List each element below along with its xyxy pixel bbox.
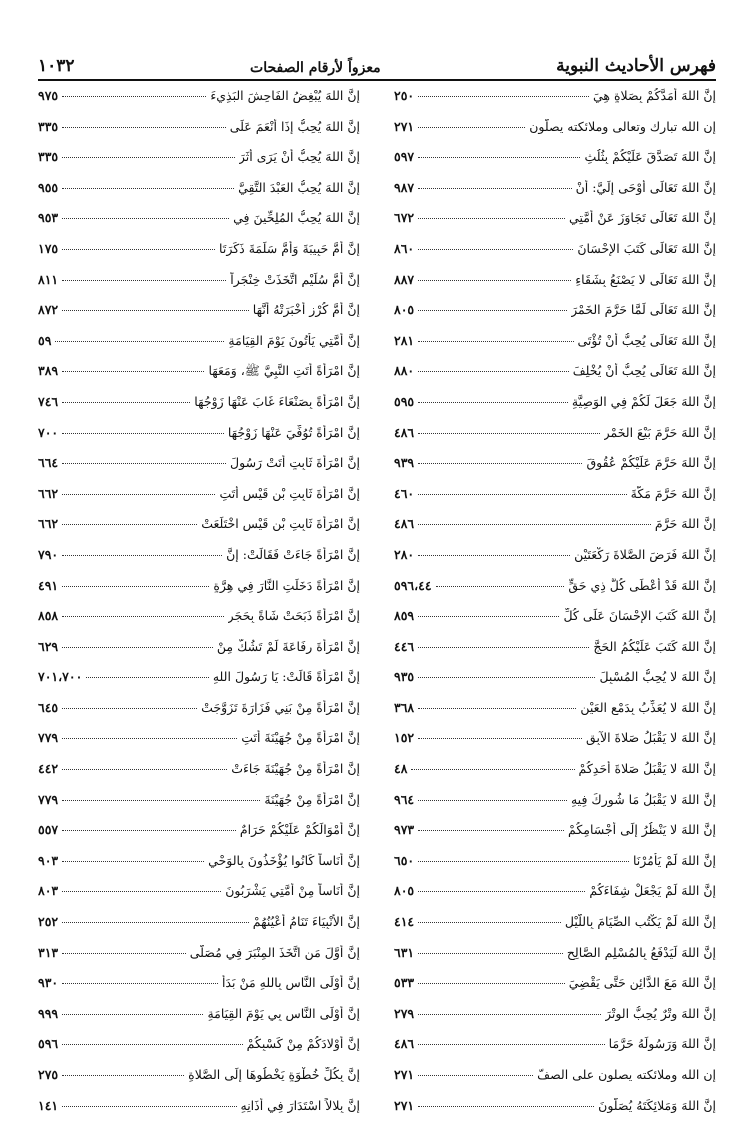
page-reference: ٨٠٣ xyxy=(38,883,59,899)
page-reference: ٩٣٠ xyxy=(38,975,59,991)
hadith-incipit: إنَّ اللهَ كَتَبَ عَلَيْكُمُ الحَجَّ xyxy=(593,638,716,654)
hadith-incipit: إنَّ أُنَاساً كَانُوا يُؤْخَذُونَ بِالوَحْيِ xyxy=(208,852,360,868)
page-reference: ١٤١ xyxy=(38,1097,59,1113)
index-entry xyxy=(394,149,716,180)
dot-leader xyxy=(62,1014,203,1015)
hadith-incipit: إنَّ امْرَأَةً تُوُفِّيَ عَنْهَا زَوْجُهَا xyxy=(227,424,360,440)
index-entry xyxy=(38,1098,360,1128)
page-reference: ٥٣٣ xyxy=(394,975,415,991)
index-entry xyxy=(394,272,716,303)
page-reference: ٣١٣ xyxy=(38,944,59,960)
hadith-incipit: إنَّ اللهَ أَمَدَّكُمْ بِصَلاةٍ هِيَ xyxy=(592,88,716,103)
hadith-incipit: إنَّ اللهَ وَرَسُولَهُ حَرَّمَا xyxy=(608,1036,716,1052)
hadith-incipit: إنَّ اللهَ لَمْ يَجْعَلْ شِفَاءَكُمْ xyxy=(589,883,716,899)
hadith-incipit: إنَّ اللهَ لا يُعَذِّبُ بِدَمْعِ العَيْنِ xyxy=(580,699,716,715)
index-entry xyxy=(394,363,716,394)
index-entry xyxy=(38,88,360,119)
dot-leader xyxy=(62,524,197,525)
index-entry xyxy=(38,516,360,547)
index-entry xyxy=(38,1006,360,1037)
dot-leader xyxy=(418,891,585,892)
index-entry xyxy=(38,149,360,180)
page-reference: ٩٧٥ xyxy=(38,88,59,103)
index-entry xyxy=(394,516,716,547)
hadith-incipit: إنَّ أُمَّ حَبِيبَةَ وَأُمَّ سَلَمَةَ ذَكَرَتَا xyxy=(219,240,360,256)
hadith-incipit: إنَّ امْرَأَةَ ثَابِتٍ أَتَتْ رَسُولَ xyxy=(230,455,360,471)
hadith-incipit: إنَّ امْرَأَةً دَخَلَتِ النَّارَ فِي هِرَّةٍ xyxy=(213,577,360,593)
index-entry xyxy=(394,333,716,364)
page-header xyxy=(38,50,716,76)
hadith-incipit: إن الله تبارك وتعالى وملائكته يصلُّون xyxy=(529,118,716,134)
dot-leader xyxy=(418,157,580,158)
index-entry xyxy=(38,119,360,150)
page-reference: ٢٨٠ xyxy=(394,546,415,562)
dot-leader xyxy=(411,769,574,770)
index-entry xyxy=(394,302,716,333)
index-entry xyxy=(38,883,360,914)
index-entry xyxy=(394,761,716,792)
index-entry xyxy=(38,792,360,823)
dot-leader xyxy=(62,891,221,892)
index-entry xyxy=(38,761,360,792)
index-entry xyxy=(394,455,716,486)
dot-leader xyxy=(62,218,229,219)
index-entry xyxy=(394,241,716,272)
hadith-incipit: إنَّ اللهَ تَعَالَى أَوْحَى إِلَيَّ: أَنْ xyxy=(575,179,716,195)
dot-leader xyxy=(62,861,204,862)
index-entry xyxy=(394,639,716,670)
hadith-incipit: إنَّ اللهَ مَعَ الدَّائِنِ حَتَّى يَقْضِيَ xyxy=(568,975,716,991)
dot-leader xyxy=(62,769,227,770)
dot-leader xyxy=(62,494,215,495)
hadith-incipit: إنَّ اللهَ لَيَدْفَعُ بِالمُسْلِمِ الصَّالِحِ xyxy=(566,944,716,960)
hadith-incipit: إنَّ اللهَ حَرَّمَ عَلَيْكُمْ عُقُوقَ xyxy=(586,455,716,471)
page-reference: ٧٠٠ xyxy=(38,424,59,440)
dot-leader xyxy=(418,524,651,525)
hadith-incipit: إنَّ أُمَّتِي يَأْتُونَ يَوْمَ القِيَامَةِ xyxy=(228,332,360,348)
index-entry xyxy=(38,1067,360,1098)
page-reference: ٨٨٧ xyxy=(394,271,415,287)
dot-leader xyxy=(418,249,573,250)
dot-leader xyxy=(86,677,209,678)
index-entry xyxy=(38,241,360,272)
hadith-incipit: إنَّ اللهَ لَمْ يَأْمُرْنَا xyxy=(633,852,716,868)
hadith-incipit: إنَّ أُنَاساً مِنْ أُمَّتِي يَشْرَبُونَ xyxy=(225,883,360,899)
dot-leader xyxy=(418,280,571,281)
dot-leader xyxy=(62,188,234,189)
page-reference: ٥٩ xyxy=(38,332,52,348)
page-reference: ٤٤٦ xyxy=(394,638,415,654)
dot-leader xyxy=(418,463,582,464)
page-reference: ٤٨٦ xyxy=(394,424,415,440)
dot-leader xyxy=(62,830,236,831)
hadith-incipit: إنَّ امْرَأَةَ ثَابِتِ بْنِ قَيْسٍ اخْتَلَعَتْ xyxy=(201,516,360,532)
page-reference: ٩٣٩ xyxy=(394,455,415,471)
page-reference: ٩٣٥ xyxy=(394,669,415,685)
dot-leader xyxy=(55,341,224,342)
page-reference: ٦٢٩ xyxy=(38,638,59,654)
hadith-incipit: إنَّ اللهَ تَعَالَى يُحِبُّ أَنْ تُؤْتَى xyxy=(577,332,716,348)
hadith-incipit: إنَّ اللهَ كَتَبَ الإِحْسَانَ عَلَى كُلِّ xyxy=(563,608,716,624)
dot-leader xyxy=(62,463,226,464)
page-reference: ٩٧٣ xyxy=(394,822,415,838)
hadith-incipit: إنَّ اللهَ لا يَقْبَلُ صَلاةَ أَحَدِكُمْ xyxy=(578,761,716,777)
hadith-incipit: إنَّ اللهَ لا يَقْبَلُ مَا شُورِكَ فِيهِ xyxy=(570,791,716,807)
header-rule xyxy=(38,79,716,81)
page-reference: ٥٩٥ xyxy=(394,393,415,409)
dot-leader xyxy=(62,1106,236,1107)
hadith-incipit: إنَّ اللهَ قَدْ أَعْطَى كُلَّ ذِي حَقٍّ xyxy=(568,577,716,593)
hadith-incipit: إنَّ اللهَ جَعَلَ لَكُمْ فِي الوَصِيَّةِ xyxy=(571,393,716,409)
dot-leader xyxy=(418,96,589,97)
index-entry xyxy=(38,394,360,425)
page-reference: ٦٣١ xyxy=(394,944,415,960)
dot-leader xyxy=(62,371,204,372)
hadith-incipit: إنَّ أُمَّ سُلَيْمٍ اتَّخَذَتْ خِنْجَراً xyxy=(230,271,360,287)
hadith-incipit: إنَّ امْرَأَةً بِصَنْعَاءَ غَابَ عَنْهَا زَوْجُهَا xyxy=(194,393,360,409)
hadith-incipit: إنَّ امْرَأَةً أَتَتِ النَّبِيَّ ﷺ، وَمَعَهَا xyxy=(208,363,360,379)
dot-leader xyxy=(418,647,589,648)
hadith-incipit: إنَّ اللهَ لا يَنْظُرُ إِلَى أَجْسَامِكُمْ xyxy=(568,822,716,838)
hadith-incipit: إنَّ اللهَ يُحِبُّ إِذَا أَنْعَمَ عَلَى xyxy=(229,118,360,134)
page-number: ١٠٣٢ xyxy=(38,56,75,76)
index-entry xyxy=(394,210,716,241)
index-entry xyxy=(394,88,716,119)
page-reference: ٤٤٢ xyxy=(38,761,59,777)
page-reference: ٩٩٩ xyxy=(38,1005,59,1021)
index-entry xyxy=(38,822,360,853)
index-entry xyxy=(38,333,360,364)
dot-leader xyxy=(418,616,559,617)
hadith-incipit: إنَّ أَوْلادَكُمْ مِنْ كَسْبِكُمْ xyxy=(246,1036,360,1052)
page-reference: ٢٧١ xyxy=(394,1067,415,1082)
hadith-incipit: إنَّ اللهَ وِتْرٌ يُحِبُّ الوِتْرَ xyxy=(604,1005,716,1021)
index-entry xyxy=(38,180,360,211)
page-reference: ٥٥٧ xyxy=(38,822,59,838)
index-entry xyxy=(38,975,360,1006)
page-reference: ٢٨١ xyxy=(394,332,415,348)
page-reference: ٨٧٢ xyxy=(38,302,59,318)
hadith-incipit: إنَّ اللهَ يُبْغِضُ الفَاحِشَ البَذِيءَ xyxy=(210,88,360,103)
dot-leader xyxy=(62,280,226,281)
dot-leader xyxy=(62,310,249,311)
dot-leader xyxy=(418,127,525,128)
dot-leader xyxy=(418,310,567,311)
dot-leader xyxy=(418,677,595,678)
hadith-incipit: إنَّ أَوَّلَ مَنِ اتَّخَذَ المِنْبَرَ فِي مُصَلَّى xyxy=(189,944,360,960)
index-columns xyxy=(38,88,716,1128)
dot-leader xyxy=(62,1075,184,1076)
dot-leader xyxy=(418,1014,601,1015)
dot-leader xyxy=(62,586,209,587)
page-reference: ٨٦٠ xyxy=(394,240,415,256)
index-title: فهرس الأحاديث النبوية xyxy=(556,56,716,76)
index-entry xyxy=(394,822,716,853)
dot-leader xyxy=(62,555,222,556)
hadith-incipit: إنَّ امْرَأَةَ ثَابِتِ بْنِ قَيْسٍ أَتَتِ xyxy=(219,485,360,501)
hadith-incipit: إنَّ بِلالاً اسْتَدَارَ فِي أَذَانِهِ xyxy=(240,1097,360,1113)
hadith-incipit: إنَّ الأَنْبِيَاءَ تَنَامُ أَعْيُنُهُمْ xyxy=(252,914,360,930)
dot-leader xyxy=(418,494,626,495)
hadith-incipit: إنَّ اللهَ لا يُحِبُّ المُسْبِلَ xyxy=(599,669,716,685)
page-reference: ٦٦٢ xyxy=(38,485,59,501)
index-entry xyxy=(38,639,360,670)
dot-leader xyxy=(418,1075,533,1076)
page-reference: ٤٩١ xyxy=(38,577,59,593)
page-reference: ٤٨٦ xyxy=(394,516,415,532)
page-reference: ٣٨٩ xyxy=(38,363,59,379)
dot-leader xyxy=(62,983,218,984)
hadith-incipit: إنَّ اللهَ تَعَالَى لَمَّا حَرَّمَ الخَمْرَ xyxy=(571,302,716,318)
dot-leader xyxy=(418,738,582,739)
index-entry xyxy=(38,486,360,517)
page-reference: ٧٧٩ xyxy=(38,730,59,746)
index-entry xyxy=(38,608,360,639)
index-entry xyxy=(394,883,716,914)
page-reference: ١٥٢ xyxy=(394,730,415,746)
page-reference: ٨٠٥ xyxy=(394,883,415,899)
page-reference: ٦٧٢ xyxy=(394,210,415,226)
page-reference: ٢٧٥ xyxy=(38,1067,59,1082)
index-entry xyxy=(394,792,716,823)
left-column xyxy=(38,88,360,1128)
page-reference: ٧٧٩ xyxy=(38,791,59,807)
dot-leader xyxy=(418,1106,594,1107)
index-entry xyxy=(38,425,360,456)
dot-leader xyxy=(418,371,569,372)
page-reference: ٩٨٧ xyxy=(394,179,415,195)
hadith-incipit: إنَّ امْرَأَةً جَاءَتْ فَقَالَتْ: إِنَّ xyxy=(226,546,360,562)
hadith-incipit: إنَّ امْرَأَةً مِنْ جُهَيْنَةَ أَتَتِ xyxy=(241,730,360,746)
dot-leader xyxy=(436,586,565,587)
page-reference: ٦٤٥ xyxy=(38,699,59,715)
page-reference: ٨٥٩ xyxy=(394,608,415,624)
page-reference: ٤٦٠ xyxy=(394,485,415,501)
dot-leader xyxy=(62,800,260,801)
index-entry xyxy=(394,730,716,761)
page-reference: ٣٦٨ xyxy=(394,699,415,715)
hadith-incipit: إنَّ امْرَأَةً مِنْ جُهَيْنَةَ xyxy=(264,791,360,807)
index-entry xyxy=(38,945,360,976)
hadith-incipit: إنَّ بِكُلِّ خُطْوَةٍ يَخْطُوهَا إِلَى الصَّلاةِ xyxy=(188,1067,360,1082)
page-reference: ٧٩٠ xyxy=(38,546,59,562)
page-reference: ٥٩٧ xyxy=(394,149,415,165)
dot-leader xyxy=(418,1044,605,1045)
dot-leader xyxy=(418,800,567,801)
page-reference: ٧٠١،٧٠٠ xyxy=(38,669,83,685)
hadith-incipit: إن الله وملائكته يصلون على الصفّ xyxy=(537,1067,716,1082)
dot-leader xyxy=(418,983,565,984)
dot-leader xyxy=(62,738,237,739)
index-entry xyxy=(38,1036,360,1067)
index-entry xyxy=(38,363,360,394)
index-entry xyxy=(394,1036,716,1067)
dot-leader xyxy=(418,341,573,342)
dot-leader xyxy=(418,218,565,219)
page-reference: ٧٤٦ xyxy=(38,393,59,409)
page-reference: ٩٥٣ xyxy=(38,210,59,226)
dot-leader xyxy=(418,953,563,954)
dot-leader xyxy=(62,953,186,954)
dot-leader xyxy=(418,433,599,434)
page-reference: ٣٣٥ xyxy=(38,149,59,165)
page-reference: ٢٧١ xyxy=(394,118,415,134)
hadith-incipit: إنَّ امْرَأَةً ذَبَحَتْ شَاةً بِحَجَرٍ xyxy=(227,608,360,624)
dot-leader xyxy=(62,1044,242,1045)
index-entry xyxy=(394,578,716,609)
index-entry xyxy=(394,945,716,976)
dot-leader xyxy=(62,402,190,403)
page-reference: ٩٠٣ xyxy=(38,852,59,868)
index-entry xyxy=(38,547,360,578)
index-entry xyxy=(38,210,360,241)
hadith-incipit: إنَّ اللهَ لَمْ يَكْتُبِ الصِّيَامَ بِاللَّيْلِ xyxy=(564,914,716,930)
hadith-incipit: إنَّ اللهَ وَمَلائِكَتَهُ يُصَلُّونَ xyxy=(598,1097,716,1113)
hadith-incipit: إنَّ اللهَ حَرَّمَ بَيْعَ الخَمْرِ xyxy=(603,424,716,440)
hadith-incipit: إنَّ اللهَ لا يَقْبَلُ صَلاةَ الآبِقِ xyxy=(586,730,716,746)
hadith-incipit: إنَّ امْرَأَةً مِنْ جُهَيْنَةَ جَاءَتْ xyxy=(231,761,360,777)
index-entry xyxy=(394,1098,716,1128)
dot-leader xyxy=(62,249,215,250)
hadith-incipit: إنَّ اللهَ يُحِبُّ العَبْدَ التَّقِيَّ xyxy=(238,179,360,195)
index-entry xyxy=(394,700,716,731)
index-entry xyxy=(394,1067,716,1098)
index-entry xyxy=(38,272,360,303)
page-reference: ٢٧١ xyxy=(394,1097,415,1113)
hadith-incipit: إنَّ امْرَأَةً قَالَتْ: يَا رَسُولَ اللهِ xyxy=(212,669,360,685)
dot-leader xyxy=(418,708,576,709)
index-entry xyxy=(394,119,716,150)
page-reference: ٩٥٥ xyxy=(38,179,59,195)
hadith-incipit: إنَّ أَوْلَى النَّاسِ بِي يَوْمَ القِيَامَةِ xyxy=(207,1005,360,1021)
dot-leader xyxy=(418,861,629,862)
index-entry xyxy=(38,730,360,761)
index-entry xyxy=(394,1006,716,1037)
page-reference: ٨٠٥ xyxy=(394,302,415,318)
page-reference: ٣٣٥ xyxy=(38,118,59,134)
page-reference: ٨٨٠ xyxy=(394,363,415,379)
index-entry xyxy=(38,302,360,333)
page-reference: ٦٦٤ xyxy=(38,455,59,471)
hadith-incipit: إنَّ امْرَأَةً مِنْ بَنِي فَزَارَةَ تَزَوَّجَتْ xyxy=(201,699,360,715)
dot-leader xyxy=(418,922,561,923)
hadith-incipit: إنَّ أُمَّ كُرْزٍ أَخْبَرَتْهُ أَنَّهَا xyxy=(252,302,360,318)
page-reference: ٨٥٨ xyxy=(38,608,59,624)
page-reference: ٢٧٩ xyxy=(394,1005,415,1021)
index-entry xyxy=(394,425,716,456)
dot-leader xyxy=(62,96,206,97)
hadith-incipit: إنَّ اللهَ يُحِبُّ أَنْ يَرَى أَثَرَ xyxy=(238,149,360,165)
dot-leader xyxy=(62,708,197,709)
index-entry xyxy=(394,547,716,578)
index-entry xyxy=(394,486,716,517)
hadith-incipit: إنَّ امْرَأَةَ رِفَاعَةَ لَمْ تَشُكَّ مِنْ xyxy=(216,638,360,654)
index-entry xyxy=(38,578,360,609)
hadith-incipit: إنَّ أَمْوَالَكُمْ عَلَيْكُمْ حَرَامٌ xyxy=(239,822,360,838)
index-entry xyxy=(38,669,360,700)
dot-leader xyxy=(418,830,564,831)
index-entry xyxy=(394,669,716,700)
page-reference: ٩٦٤ xyxy=(394,791,415,807)
hadith-incipit: إنَّ اللهَ فَرَضَ الصَّلاةَ رَكْعَتَيْنِ xyxy=(574,546,716,562)
page-reference: ٥٩٦،٤٤ xyxy=(394,577,432,593)
page-reference: ٢٥٢ xyxy=(38,914,59,930)
dot-leader xyxy=(418,188,571,189)
dot-leader xyxy=(418,555,570,556)
hadith-incipit: إنَّ اللهَ تَعَالَى كَتَبَ الإِحْسَانَ xyxy=(577,240,716,256)
dot-leader xyxy=(62,157,235,158)
index-subtitle: معزواً لأرقام الصفحات xyxy=(250,60,381,76)
page-reference: ٦٦٢ xyxy=(38,516,59,532)
page-reference: ٢٥٠ xyxy=(394,88,415,103)
dot-leader xyxy=(62,922,249,923)
index-entry xyxy=(394,975,716,1006)
dot-leader xyxy=(418,402,568,403)
page-reference: ٤٨٦ xyxy=(394,1036,415,1052)
dot-leader xyxy=(62,433,224,434)
index-entry xyxy=(38,853,360,884)
dot-leader xyxy=(62,616,223,617)
dot-leader xyxy=(62,127,226,128)
hadith-incipit: إنَّ اللهَ حَرَّمَ xyxy=(654,516,716,532)
page-reference: ١٧٥ xyxy=(38,240,59,256)
hadith-incipit: إنَّ اللهَ حَرَّمَ مَكَّةَ xyxy=(630,485,716,501)
index-entry xyxy=(394,608,716,639)
hadith-incipit: إنَّ اللهَ تَعَالَى تَجَاوَزَ عَنْ أُمَّتِي xyxy=(569,210,716,226)
page-reference: ٤٨ xyxy=(394,761,408,777)
hadith-incipit: إنَّ اللهَ تَصَدَّقَ عَلَيْكُمْ بِثُلُثِ xyxy=(584,149,716,165)
page-reference: ٥٩٦ xyxy=(38,1036,59,1052)
index-entry xyxy=(38,455,360,486)
hadith-incipit: إنَّ اللهَ يُحِبُّ المُلِحِّينَ فِي xyxy=(233,210,360,226)
index-entry xyxy=(38,914,360,945)
index-entry xyxy=(394,394,716,425)
page-reference: ٤١٤ xyxy=(394,914,415,930)
hadith-incipit: إنَّ اللهَ تَعَالَى يُحِبُّ أَنْ يُخْلِفَ xyxy=(572,363,716,379)
hadith-incipit: إنَّ اللهَ تَعَالَى لا يَصْنَعُ بِشَقَاءِ xyxy=(575,271,716,287)
dot-leader xyxy=(62,647,213,648)
hadith-incipit: إنَّ أَوْلَى النَّاسِ بِاللهِ مَنْ بَدَأَ xyxy=(221,975,360,991)
index-entry xyxy=(394,914,716,945)
page-reference: ٦٥٠ xyxy=(394,852,415,868)
right-column xyxy=(394,88,716,1128)
index-entry xyxy=(38,700,360,731)
index-entry xyxy=(394,180,716,211)
index-entry xyxy=(394,853,716,884)
page-reference: ٨١١ xyxy=(38,271,59,287)
